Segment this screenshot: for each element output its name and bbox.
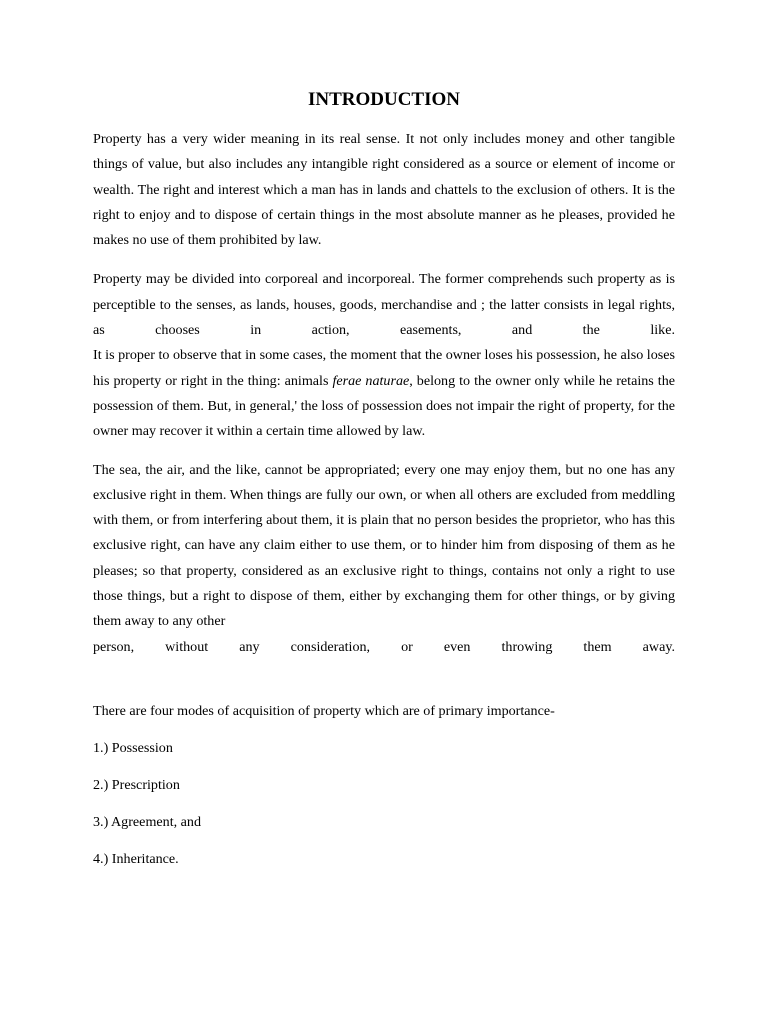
paragraph-property-meaning: Property has a very wider meaning in its real sense. It not only includes money and other tangible things of value, but also includes any intangible right considered as a source or element of income or wealth. The right and interest which a man has in lands and chattels to the exclusion of others. It is the right to enjoy and to dispose of certain things in the most absolute manner as he pleases, provided he makes no use of them prohibited by law. [93,131,675,249]
list-item: 2.) Prescription [93,776,180,793]
list-item: 1.) Possession [93,739,173,756]
paragraph-corporeal-incorporeal [93,267,675,444]
modes-list [93,738,675,869]
modes-intro: There are four modes of acquisition of property which are of primary importance- [93,702,555,719]
paragraph-possession-text-after: , belong to the owner only while he retains the possession of them. But, in general,' the loss of possession does not impair the right of property, for the owner may recover it within a certain time allowed by law. [93,372,675,440]
page-title: INTRODUCTION [307,89,461,110]
paragraph-possession-text-before: It is proper to observe that in some cases, the moment that the owner loses his possession, he also loses his property or right in the thing: animals [93,347,675,389]
list-item: 3.) Agreement, and [93,813,202,830]
paragraph-possession-part2 [93,343,675,444]
paragraph-exclusive-right [93,458,675,660]
document-page [93,0,675,869]
paragraph-exclusive-body: The sea, the air, and the like, cannot be appropriated; every one may enjoy them, but no one has any exclusive right in them. When things are fully our own, or when all others are excluded from meddling with them, or from interfering about them, it is plain that no person besides the proprietor, who has this exclusive right, can have any claim either to use them, or to hinder him from disposing of them as he pleases; so that property, considered as an exclusive right to things, contains not only a right to use those things, but a right to dispose of them, either by exchanging them for other things, or by giving them away to any other [93,461,675,630]
latin-term: ferae naturae [332,372,410,389]
list-item: 4.) Inheritance. [93,850,179,867]
paragraph-exclusive-last-line: person, without any consideration, or even throwing them away. [93,638,675,655]
paragraph-corporeal-part1: Property may be divided into corporeal and incorporeal. The former comprehends such property as is perceptible to the senses, as lands, houses, goods, merchandise and ; the latter consists in legal rights, as chooses in action, easements, and the like. [93,271,675,339]
